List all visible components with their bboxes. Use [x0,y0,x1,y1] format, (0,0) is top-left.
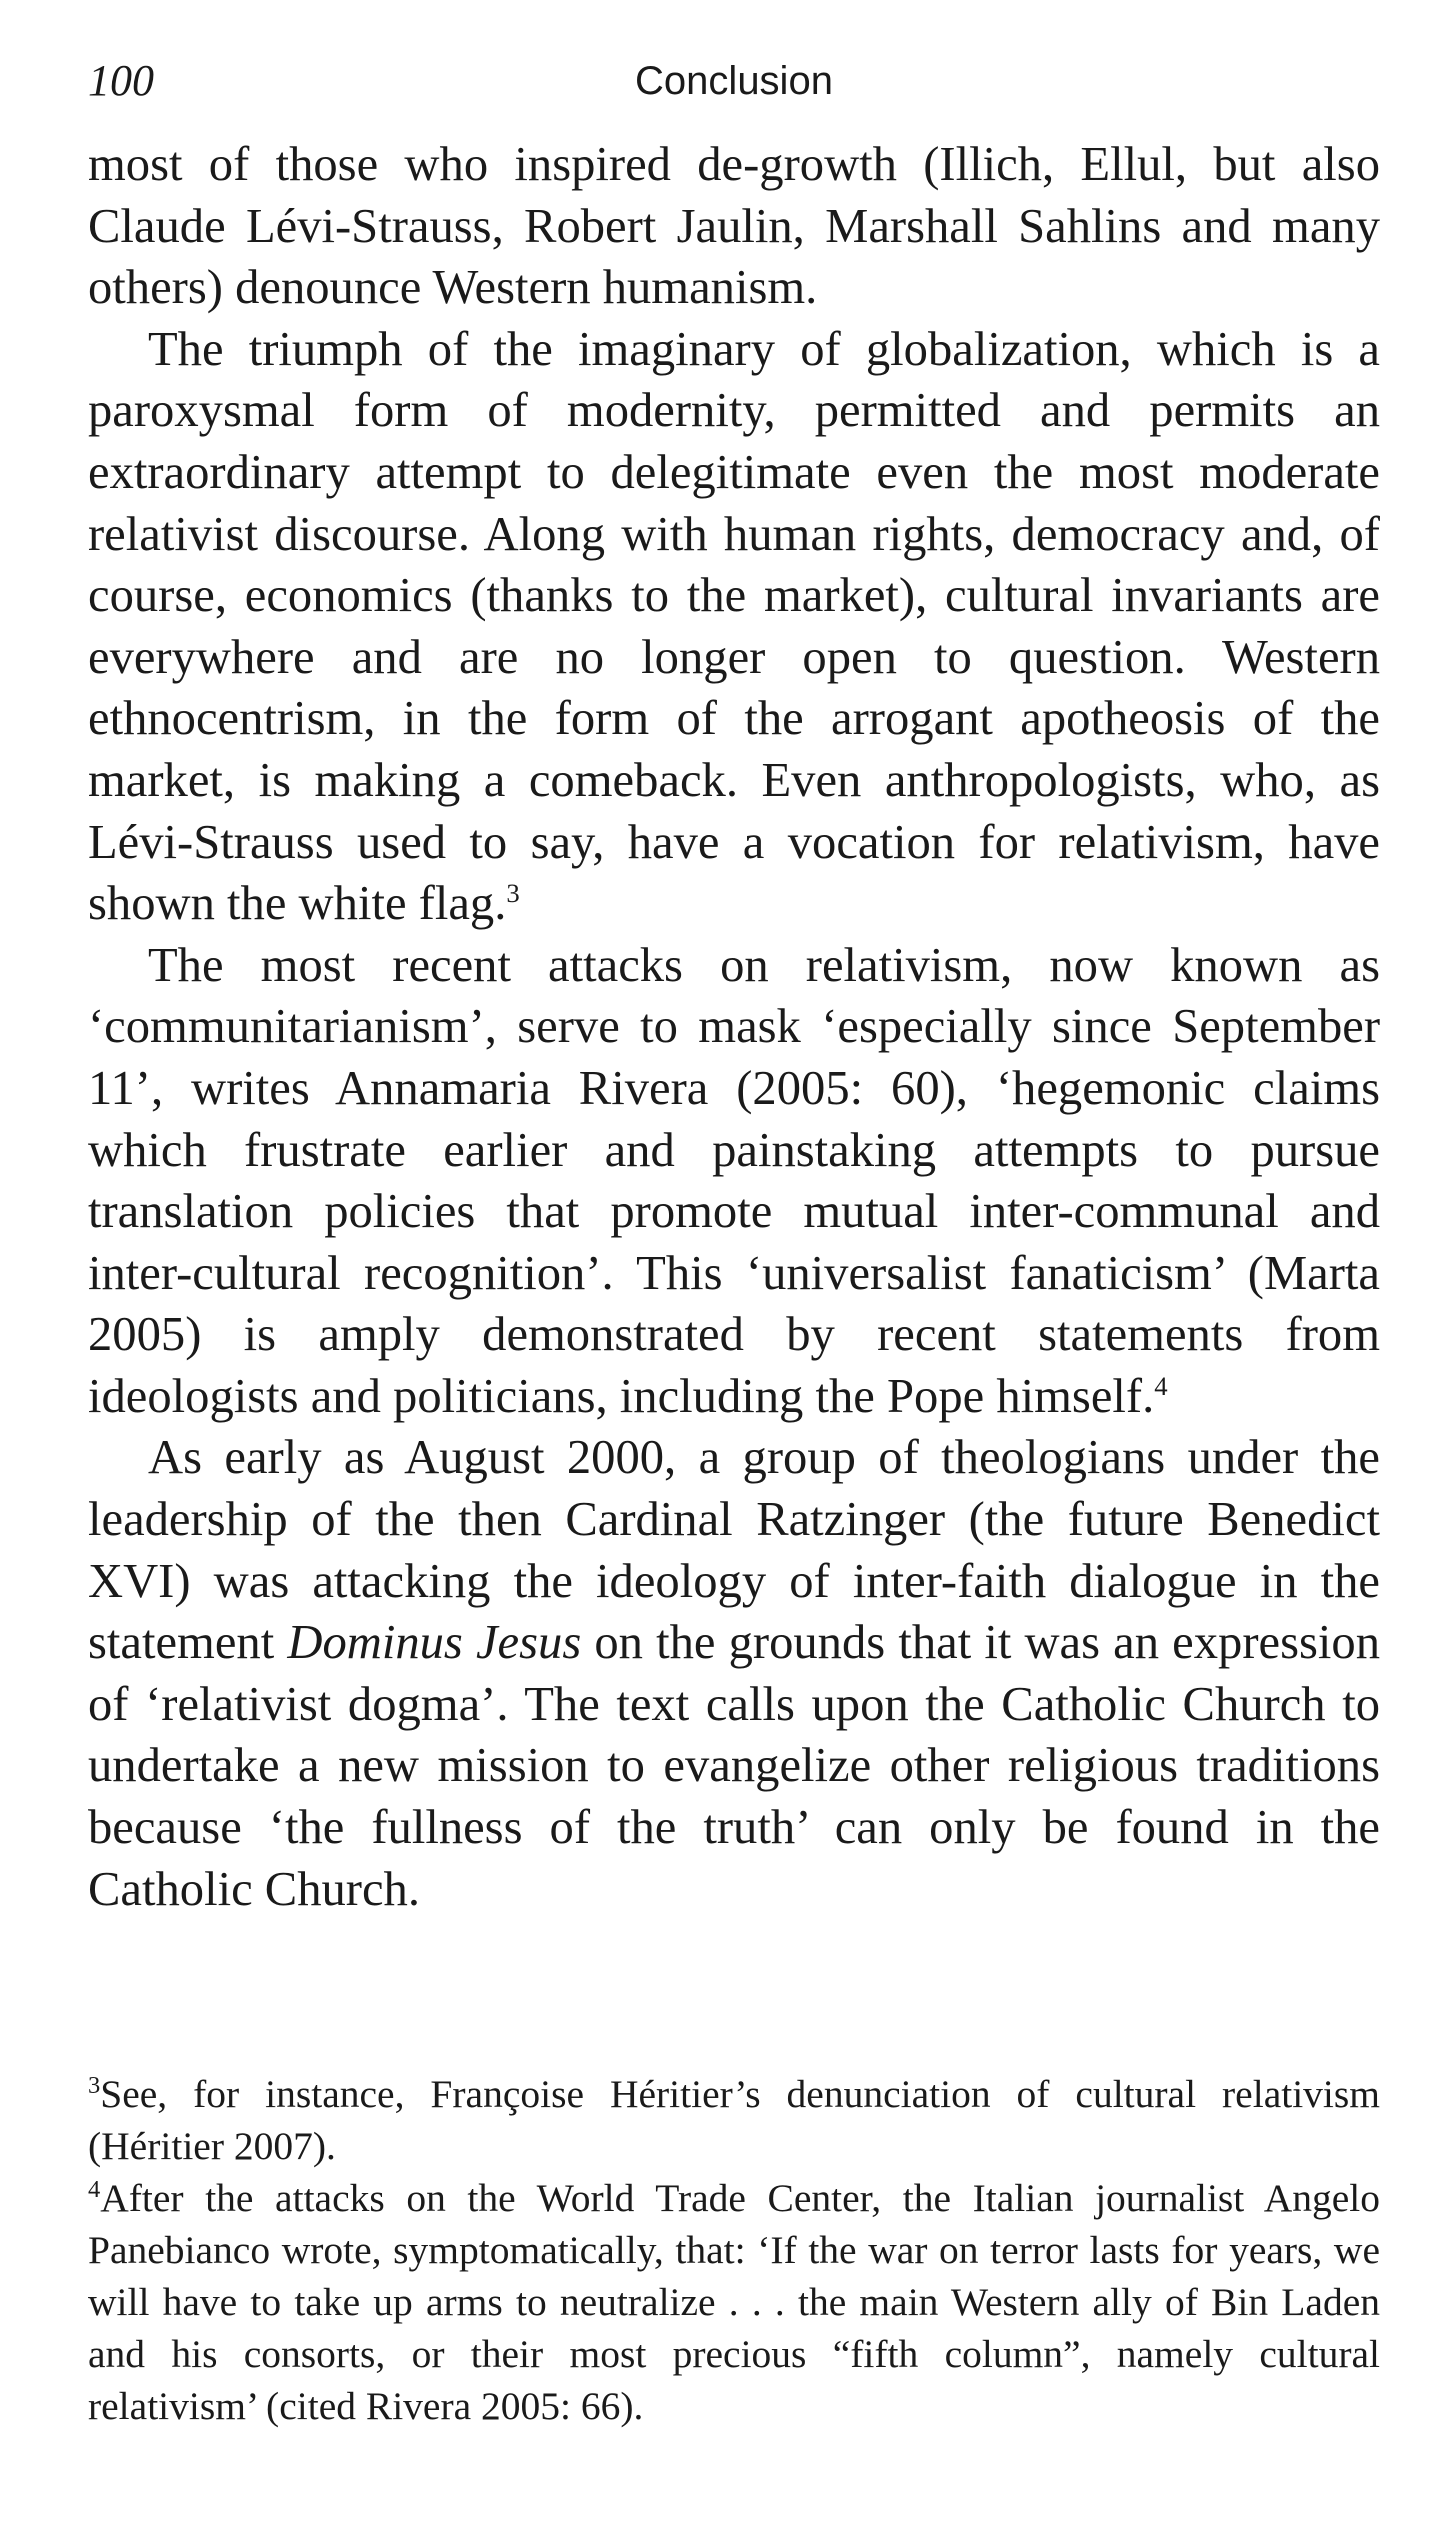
footnote [88,2068,1380,2172]
page-number: 100 [88,56,154,105]
paragraph-continued [88,134,1380,319]
paragraph [88,1427,1380,1920]
body-text [88,134,1380,1920]
paragraph-text: most of those who inspired de-growth (Illich, Ellul, but also Claude Lévi-Strauss, Robert Jaulin, Marshall Sahlins and many others) denounce Western humanism. [88,137,1380,315]
paragraph-text: on the grounds that it was an expression of ‘relativist dogma’. The text calls upon the Catholic Church to undertake a new mission to evangelize other religious traditions because ‘the fullness of the truth’ can only be found in the Catholic Church. [88,1615,1380,1916]
paragraph [88,935,1380,1428]
paragraph-text: The triumph of the imaginary of globalization, which is a paroxysmal form of modernity, permitted and permits an extraordinary attempt to delegitimate even the most moderate relativist discourse. Along with human rights, democracy and, of course, economics (thanks to the market), cultural invariants are everywhere and are no longer open to question. Western ethnocentrism, in the form of the arrogant apotheosis of the market, is making a comeback. Even anthropologists, who, as Lévi-Strauss used to say, have a vocation for relativism, have shown the white flag. [88,321,1380,931]
paragraph-text: As early as August 2000, a group of theologians under the leadership of the then Cardinal Ratzinger (the future Benedict XVI) was attacking the ideology of inter-faith dialogue in the statement [88,1430,1380,1670]
footnote [88,2172,1380,2432]
footnote-reference[interactable]: 4 [1154,1370,1168,1401]
footnotes [88,2068,1380,2432]
footnote-reference[interactable]: 3 [506,877,520,908]
footnote-number: 4 [88,2175,101,2203]
paragraph-text: The most recent attacks on relativism, now known as ‘communitarianism’, serve to mask ‘especially since September 11’, writes Annamaria Rivera (2005: 60), ‘hegemonic claims which frustrate earlier and painstaking attempts to pursue translation policies that promote mutual inter-communal and inter-cultural recognition’. This ‘universalist fanaticism’ (Marta 2005) is amply demonstrated by recent statements from ideologists and politicians, including the Pope himself. [88,937,1380,1423]
footnote-text: See, for instance, Françoise Héritier’s denunciation of cultural relativism (Héritier 2007). [88,2072,1380,2168]
document-title-italic: Dominus Jesus [287,1615,582,1670]
footnote-text: After the attacks on the World Trade Center, the Italian journalist Angelo Panebianco wrote, symptomatically, that: ‘If the war on terror lasts for years, we will have to take up arms to neutralize . . . the main Western ally of Bin Laden and his consorts, or their most precious “fifth column”, namely cultural relativism’ (cited Rivera 2005: 66). [88,2176,1380,2428]
chapter-title: Conclusion [635,59,833,103]
running-head [88,46,1380,116]
paragraph [88,319,1380,935]
footnote-number: 3 [88,2071,101,2099]
